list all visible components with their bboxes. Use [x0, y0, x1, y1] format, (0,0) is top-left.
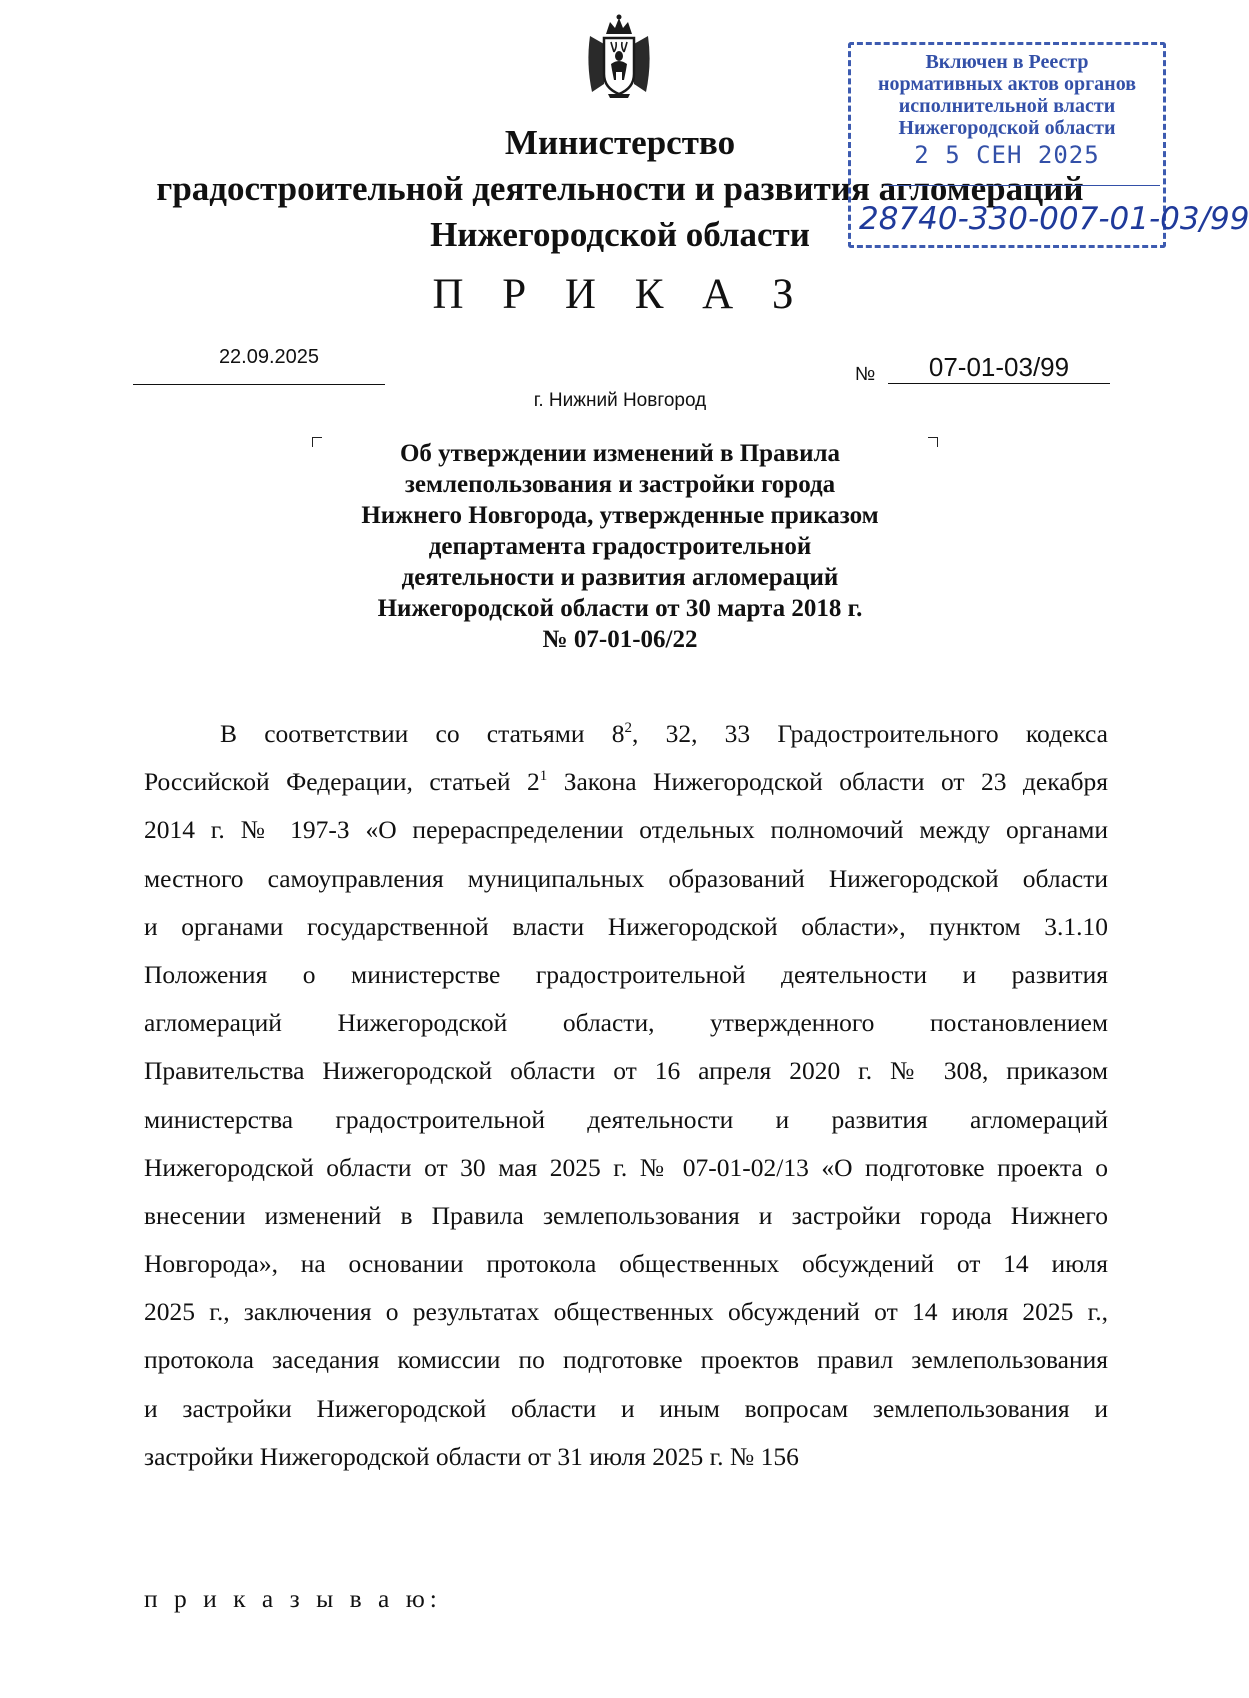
- body-line: министерства градостроительной деятельности и развития агломераций: [144, 1104, 1108, 1134]
- body-line: 2014 г. № 197-З «О перераспределении отдельных полномочий между органами: [144, 815, 1108, 845]
- body-line: [144, 758, 1108, 806]
- body-line: Положения о министерстве градостроительной деятельности и развития: [144, 959, 1108, 989]
- stamp-line-2: нормативных актов органов: [877, 73, 1137, 95]
- body-line: Правительства Нижегородской области от 16 апреля 2020 г. № 308, приказом: [144, 1056, 1108, 1086]
- ministry-title-line-2: градостроительной деятельности и развития агломераций: [156, 169, 1084, 208]
- superscript: 1: [539, 768, 548, 785]
- subject-line-5: деятельности и развития агломераций: [401, 564, 839, 591]
- stamp-divider: [885, 185, 1160, 186]
- body-line: Нижегородской области от 30 мая 2025 г. № 07-01-02/13 «О подготовке проекта о: [144, 1152, 1108, 1182]
- document-number: 07-01-03/99: [888, 350, 1110, 384]
- ministry-title-line-1: Министерство: [504, 123, 736, 162]
- body-line: Новгорода», на основании протокола общественных обсуждений от 14 июля: [144, 1249, 1108, 1279]
- stamp-line-3: исполнительной власти: [898, 95, 1116, 117]
- body-paragraph: [144, 710, 1108, 1481]
- stamp-line-4: Нижегородской области: [898, 117, 1116, 139]
- subject-line-2: землепользования и застройки города: [404, 471, 836, 498]
- registry-stamp: [848, 42, 1249, 248]
- body-line: и застройки Нижегородской области и иным вопросам землепользования и: [144, 1393, 1108, 1423]
- body-line: внесении изменений в Правила землепользования и застройки города Нижнего: [144, 1200, 1108, 1230]
- document-subject: [300, 438, 940, 655]
- body-line: местного самоуправления муниципальных образований Нижегородской области: [144, 863, 1108, 893]
- body-text-segment: Российской Федерации, статьей 2: [144, 767, 540, 797]
- body-text-segment: , 32, 33 Градостроительного кодекса: [632, 719, 1108, 748]
- stamp-date: 2 5 СЕН 2025: [914, 141, 1100, 169]
- document-type: П Р И К А З: [432, 271, 808, 318]
- subject-line-3: Нижнего Новгорода, утвержденные приказом: [361, 502, 879, 529]
- subject-line-6: Нижегородской области от 30 марта 2018 г.: [377, 595, 863, 622]
- stamp-registration-number: 28740-330-007-01-03/99: [859, 201, 1249, 237]
- date-field: [133, 342, 385, 385]
- body-line: агломераций Нижегородской области, утвержденного постановлением: [144, 1008, 1108, 1038]
- order-word: п р и к а з ы в а ю:: [144, 1584, 442, 1613]
- body-line: протокола заседания комиссии по подготовке проектов правил землепользования: [144, 1345, 1108, 1375]
- body-text-segment: Закона Нижегородской области от 23 декабря: [547, 767, 1108, 797]
- date-value: 22.09.2025: [218, 346, 320, 368]
- stamp-line-1: Включен в Реестр: [925, 51, 1089, 73]
- coat-of-arms-icon: [584, 14, 654, 100]
- subject-line-4: департамента градостроительной: [428, 533, 812, 560]
- body-line: 2025 г., заключения о результатах общественных обсуждений от 14 июля 2025 г.,: [144, 1297, 1108, 1327]
- body-line: застройки Нижегородской области от 31 июля 2025 г. № 156: [144, 1441, 799, 1471]
- body-line: [144, 710, 1108, 758]
- subject-line-1: Об утверждении изменений в Правила: [399, 440, 841, 467]
- number-sign: №: [855, 364, 876, 385]
- body-line: и органами государственной власти Нижегородской области», пунктом 3.1.10: [144, 911, 1108, 941]
- subject-line-7: № 07-01-06/22: [542, 626, 698, 653]
- body-text-segment: В соответствии со статьями 8: [220, 719, 625, 748]
- ministry-title-line-3: Нижегородской области: [430, 215, 810, 254]
- superscript: 2: [624, 720, 632, 736]
- city: г. Нижний Новгород: [533, 390, 707, 411]
